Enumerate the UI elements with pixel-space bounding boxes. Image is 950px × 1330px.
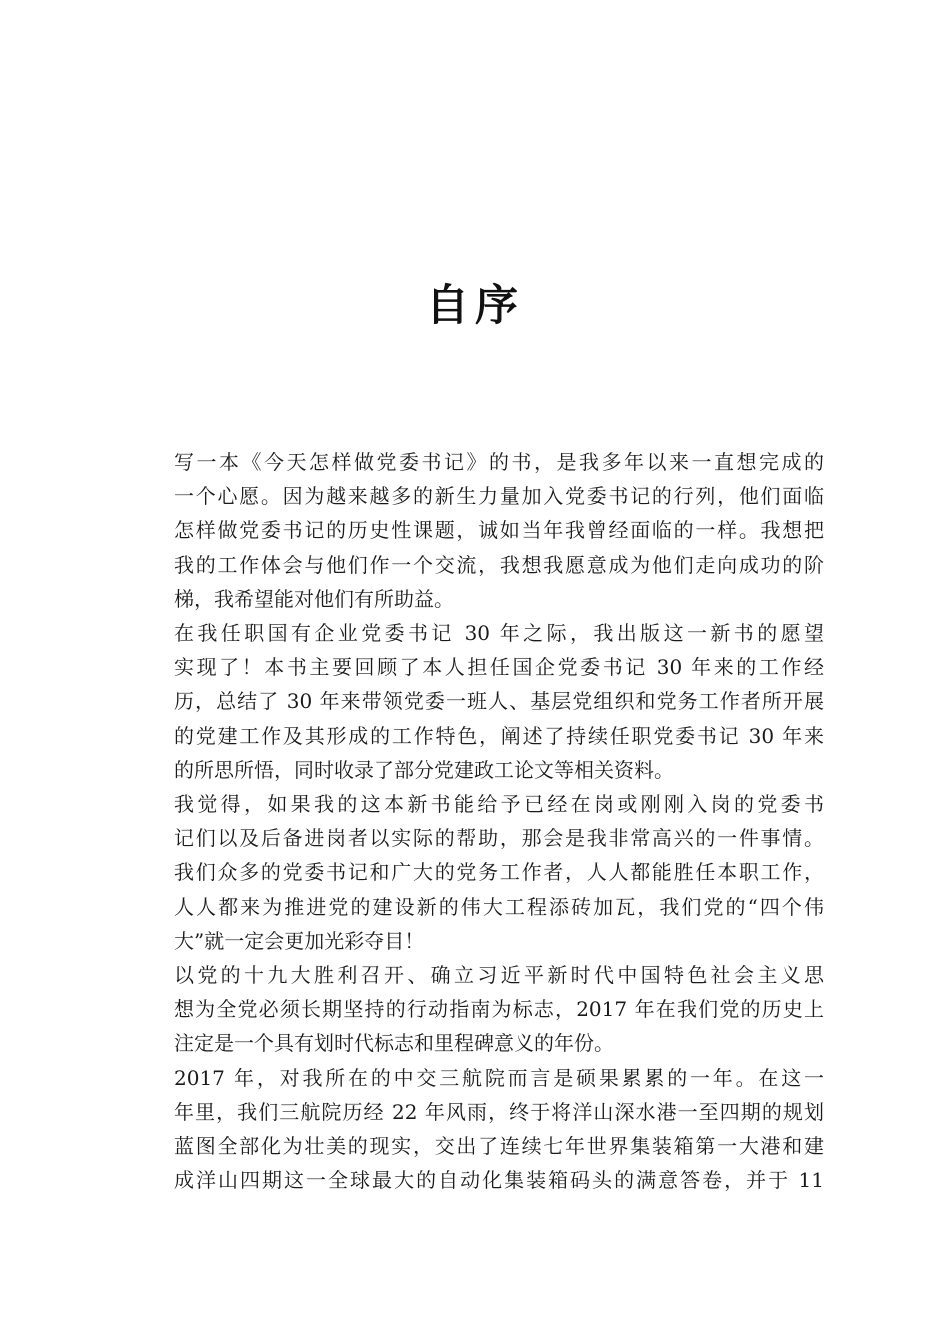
text-line: 我的工作体会与他们作一个交流，我想我愿意成为他们走向成功的阶: [174, 552, 824, 577]
paragraph-4: [130, 958, 824, 1061]
paragraph-1: [130, 445, 824, 616]
text-line: 记们以及后备进岗者以实际的帮助，那会是我非常高兴的一件事情。: [174, 826, 824, 851]
text-line: 实现了！本书主要回顾了本人担任国企党委书记 30 年来的工作经: [174, 655, 824, 680]
page-title: 自序: [426, 281, 524, 331]
text-line: 2017 年，对我所在的中交三航院而言是硕果累累的一年。在这一: [174, 1065, 824, 1090]
text-line: 以党的十九大胜利召开、确立习近平新时代中国特色社会主义思: [174, 963, 824, 988]
text-line: 一个心愿。因为越来越多的新生力量加入党委书记的行列，他们面临: [174, 484, 824, 509]
text-line: 写一本《今天怎样做党委书记》的书，是我多年以来一直想完成的: [174, 450, 824, 474]
text-line: 年里，我们三航院历经 22 年风雨，终于将洋山深水港一至四期的规划: [174, 1099, 824, 1124]
text-line: 我们众多的党委书记和广大的党务工作者，人人都能胜任本职工作，: [174, 860, 824, 885]
paragraph-2: [130, 616, 824, 787]
text-line: 蓝图全部化为壮美的现实，交出了连续七年世界集装箱第一大港和建: [174, 1134, 824, 1159]
text-line: 在我任职国有企业党委书记 30 年之际，我出版这一新书的愿望: [174, 621, 824, 646]
text-line: 成洋山四期这一全球最大的自动化集装箱码头的满意答卷，并于 11: [174, 1168, 824, 1193]
text-line: 梯，我希望能对他们有所助益。: [174, 586, 454, 611]
body-text: [130, 445, 824, 1197]
paragraph-5: [130, 1061, 824, 1198]
text-line: 历，总结了 30 年来带领党委一班人、基层党组织和党务工作者所开展: [174, 689, 824, 714]
text-line: 的所思所悟，同时收录了部分党建政工论文等相关资料。: [174, 757, 674, 782]
paragraph-3: [130, 787, 824, 958]
text-line: 想为全党必须长期坚持的行动指南为标志，2017 年在我们党的历史上: [174, 997, 824, 1022]
text-line: 大”就一定会更加光彩夺目！: [174, 928, 425, 953]
text-line: 的党建工作及其形成的工作特色，阐述了持续任职党委书记 30 年来: [174, 723, 824, 748]
text-line: 我觉得，如果我的这本新书能给予已经在岗或刚刚入岗的党委书: [174, 792, 824, 817]
text-line: 注定是一个具有划时代标志和里程碑意义的年份。: [174, 1031, 614, 1056]
text-line: 怎样做党委书记的历史性课题，诚如当年我曾经面临的一样。我想把: [174, 518, 824, 543]
text-line: 人人都来为推进党的建设新的伟大工程添砖加瓦，我们党的“四个伟: [174, 894, 824, 919]
